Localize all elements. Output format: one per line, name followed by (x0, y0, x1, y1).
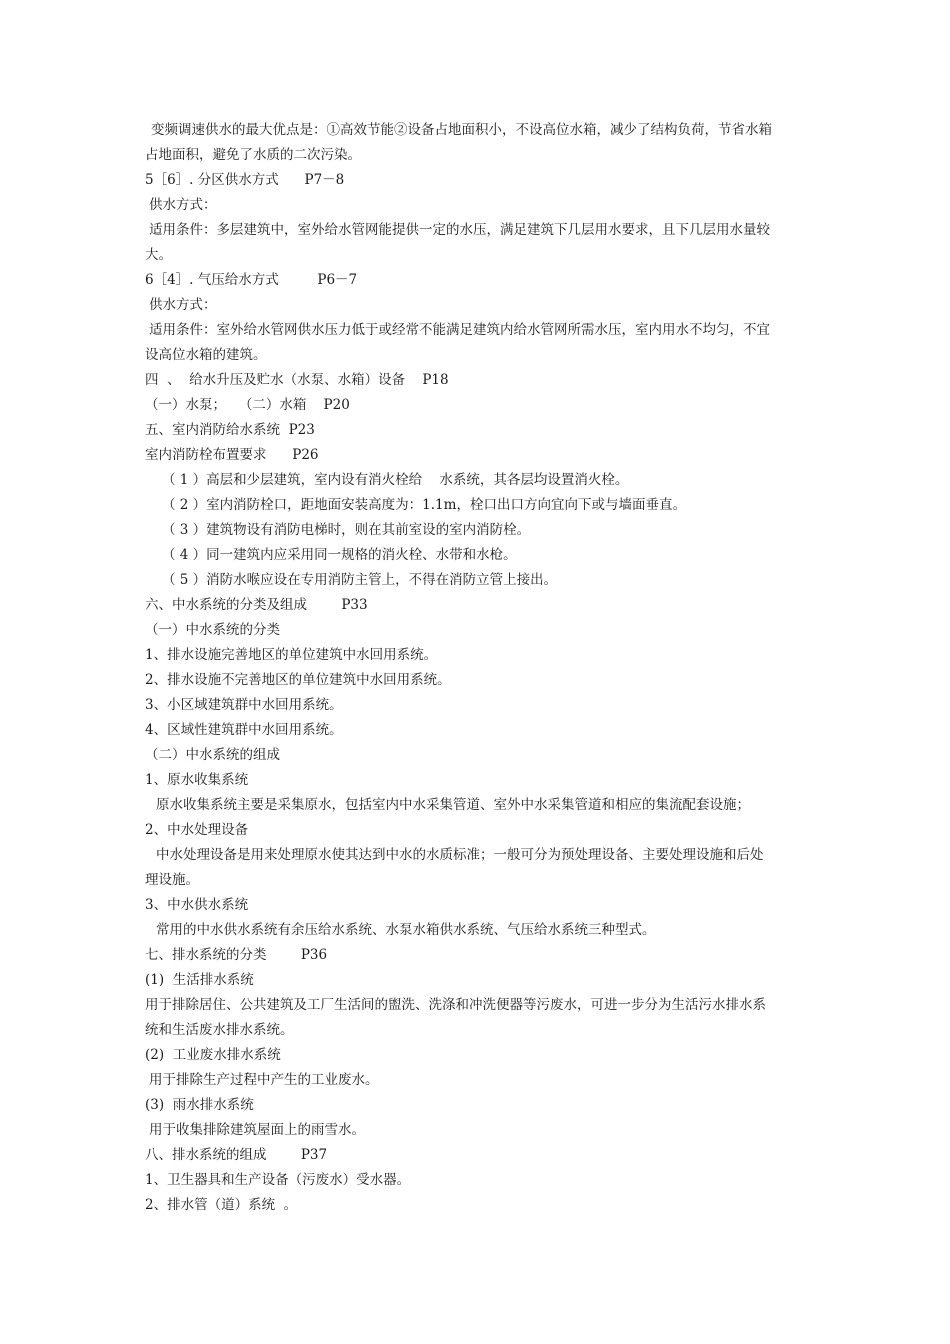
text-line: 供水方式： (149, 297, 217, 313)
text-line: （一）水泵； （二）水箱 P20 (145, 397, 350, 413)
text-line: 设高位水箱的建筑。 (145, 347, 267, 363)
text-line: 适用条件：多层建筑中，室外给水管网能提供一定的水压，满足建筑下几层用水要求，且下几层用水量较 (149, 222, 770, 238)
list-item: （ 3 ）建筑物设有消防电梯时，则在其前室设的室内消防栓。 (162, 522, 531, 538)
text-line: （一）中水系统的分类 (145, 622, 280, 638)
text-line: 用于排除生产过程中产生的工业废水。 (149, 1072, 379, 1088)
text-line: 变频调速供水的最大优点是：①高效节能②设备占地面积小，不设高位水箱，减少了结构负荷，节省水箱 (151, 122, 772, 138)
heading-line: 6［4］. 气压给水方式 P6－7 (145, 272, 358, 288)
list-item: 2、排水设施不完善地区的单位建筑中水回用系统。 (145, 672, 451, 688)
heading-line: 四 、 给水升压及贮水（水泵、水箱）设备 P18 (145, 372, 449, 388)
heading-line: 七、排水系统的分类 P36 (145, 947, 328, 963)
text-line: 用于排除居住、公共建筑及工厂生活间的盥洗、洗涤和冲洗便器等污废水，可进一步分为生活污水排水系 (145, 997, 766, 1013)
list-item: 3、小区域建筑群中水回用系统。 (145, 697, 343, 713)
text-line: 中水处理设备是用来处理原水使其达到中水的水质标准；一般可分为预处理设备、主要处理设施和后处 (156, 847, 764, 863)
text-line: 用于收集排除建筑屋面上的雨雪水。 (149, 1122, 365, 1138)
text-line: 原水收集系统主要是采集原水，包括室内中水采集管道、室外中水采集管道和相应的集流配套设施； (156, 797, 750, 813)
text-line: 占地面积，避免了水质的二次污染。 (145, 147, 361, 163)
text-line: （二）中水系统的组成 (145, 747, 280, 763)
list-item: 1、卫生器具和生产设备（污废水）受水器。 (145, 1172, 411, 1188)
text-line: 统和生活废水排水系统。 (145, 1022, 294, 1038)
list-item: （ 5 ）消防水喉应设在专用消防主管上，不得在消防立管上接出。 (162, 572, 558, 588)
list-item: 4、区域性建筑群中水回用系统。 (145, 722, 343, 738)
list-item: （ 1 ）高层和少层建筑，室内设有消火栓给 水系统，其各层均设置消火栓。 (162, 472, 629, 488)
heading-line: 5［6］. 分区供水方式 P7－8 (145, 172, 345, 188)
list-item: 1、原水收集系统 (145, 772, 249, 788)
text-line: 大。 (145, 247, 172, 263)
list-item: 3、中水供水系统 (145, 897, 249, 913)
heading-line: 八、排水系统的组成 P37 (145, 1147, 328, 1163)
text-line: 室内消防栓布置要求 P26 (145, 447, 319, 463)
list-item: （ 2 ）室内消防栓口，距地面安装高度为：1.1m，栓口出口方向宜向下或与墙面垂直。 (162, 497, 686, 513)
heading-line: 六、中水系统的分类及组成 P33 (145, 597, 368, 613)
list-item: 1、排水设施完善地区的单位建筑中水回用系统。 (145, 647, 438, 663)
text-line: 常用的中水供水系统有余压给水系统、水泵水箱供水系统、气压给水系统三种型式。 (156, 922, 656, 938)
list-item: (1) 生活排水系统 (145, 972, 254, 988)
text-line: 适用条件：室外给水管网供水压力低于或经常不能满足建筑内给水管网所需水压，室内用水不均匀，不宜 (149, 322, 770, 338)
list-item: 2、中水处理设备 (145, 822, 249, 838)
list-item: 2、排水管（道）系统 。 (145, 1197, 298, 1213)
list-item: (2) 工业废水排水系统 (145, 1047, 281, 1063)
text-line: 理设施。 (145, 872, 199, 888)
list-item: (3) 雨水排水系统 (145, 1097, 254, 1113)
text-line: 供水方式： (149, 197, 217, 213)
heading-line: 五、室内消防给水系统 P23 (145, 422, 315, 438)
list-item: （ 4 ）同一建筑内应采用同一规格的消火栓、水带和水枪。 (162, 547, 517, 563)
